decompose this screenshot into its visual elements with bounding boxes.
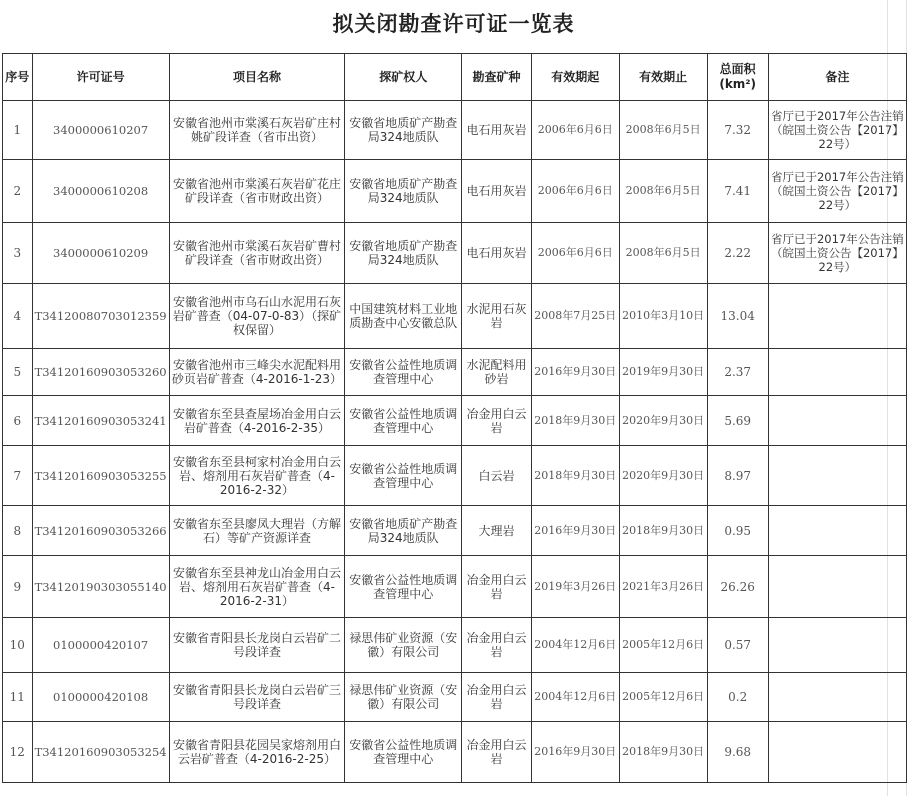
cell-no: 8 — [3, 506, 33, 556]
cell-note — [768, 618, 906, 673]
cell-note — [768, 556, 906, 618]
cell-mineral: 冶金用白云岩 — [462, 396, 532, 446]
cell-start-date: 2018年9月30日 — [531, 396, 619, 446]
cell-note — [768, 673, 906, 722]
cell-end-date: 2010年3月10日 — [619, 284, 707, 349]
cell-mineral: 冶金用白云岩 — [462, 673, 532, 722]
cell-area: 9.68 — [707, 722, 768, 783]
table-row — [3, 223, 907, 284]
table-row — [3, 722, 907, 783]
cell-license: 0100000420108 — [32, 673, 169, 722]
cell-project: 安徽省东至县神龙山冶金用白云岩、熔剂用石灰岩矿普查（4-2016-2-31） — [169, 556, 345, 618]
cell-mineral: 冶金用白云岩 — [462, 618, 532, 673]
cell-license: 3400000610209 — [32, 223, 169, 284]
cell-holder: 安徽省地质矿产勘查局324地质队 — [345, 223, 462, 284]
cell-end-date: 2019年9月30日 — [619, 349, 707, 396]
cell-holder: 安徽省公益性地质调查管理中心 — [345, 556, 462, 618]
cell-area: 7.32 — [707, 101, 768, 160]
cell-license: 3400000610208 — [32, 160, 169, 223]
cell-note: 省厅已于2017年公告注销（皖国土资公告【2017】22号） — [768, 101, 906, 160]
table-header-row — [3, 54, 907, 101]
header-holder: 探矿权人 — [345, 54, 462, 101]
cell-project: 安徽省池州市三峰尖水泥配料用砂页岩矿普查（4-2016-1-23） — [169, 349, 345, 396]
cell-holder: 安徽省公益性地质调查管理中心 — [345, 396, 462, 446]
cell-no: 5 — [3, 349, 33, 396]
cell-project: 安徽省青阳县长龙岗白云岩矿三号段详查 — [169, 673, 345, 722]
cell-mineral: 白云岩 — [462, 446, 532, 506]
cell-end-date: 2021年3月26日 — [619, 556, 707, 618]
cell-area: 0.2 — [707, 673, 768, 722]
cell-area: 8.97 — [707, 446, 768, 506]
cell-start-date: 2016年9月30日 — [531, 349, 619, 396]
cell-start-date: 2004年12月6日 — [531, 673, 619, 722]
header-license: 许可证号 — [32, 54, 169, 101]
cell-mineral: 冶金用白云岩 — [462, 556, 532, 618]
cell-holder: 中国建筑材料工业地质勘查中心安徽总队 — [345, 284, 462, 349]
header-no: 序号 — [3, 54, 33, 101]
table-row — [3, 349, 907, 396]
table-body — [3, 101, 907, 783]
cell-license: T34120080703012359 — [32, 284, 169, 349]
cell-end-date: 2020年9月30日 — [619, 446, 707, 506]
header-end: 有效期止 — [619, 54, 707, 101]
cell-area: 2.37 — [707, 349, 768, 396]
cell-holder: 禄思伟矿业资源（安徽）有限公司 — [345, 618, 462, 673]
cell-start-date: 2016年9月30日 — [531, 722, 619, 783]
table-row — [3, 673, 907, 722]
cell-project: 安徽省青阳县花园吴家熔剂用白云岩矿普查（4-2016-2-25） — [169, 722, 345, 783]
cell-license: T34120160903053260 — [32, 349, 169, 396]
cell-mineral: 大理岩 — [462, 506, 532, 556]
cell-no: 9 — [3, 556, 33, 618]
table-row — [3, 446, 907, 506]
cell-no: 10 — [3, 618, 33, 673]
header-area-unit: (km²) — [719, 77, 757, 91]
cell-area: 2.22 — [707, 223, 768, 284]
cell-license: T34120160903053255 — [32, 446, 169, 506]
cell-no: 12 — [3, 722, 33, 783]
cell-note: 省厅已于2017年公告注销（皖国土资公告【2017】22号） — [768, 223, 906, 284]
cell-note — [768, 446, 906, 506]
table-row — [3, 618, 907, 673]
cell-project: 安徽省池州市棠溪石灰岩矿庄村姚矿段详查（省市出资） — [169, 101, 345, 160]
cell-area: 7.41 — [707, 160, 768, 223]
cell-area: 26.26 — [707, 556, 768, 618]
cell-note — [768, 396, 906, 446]
header-note: 备注 — [768, 54, 906, 101]
page-title: 拟关闭勘查许可证一览表 — [332, 12, 575, 36]
cell-end-date: 2008年6月5日 — [619, 160, 707, 223]
table-row — [3, 284, 907, 349]
cell-project: 安徽省东至县廖凤大理岩（方解石）等矿产资源详查 — [169, 506, 345, 556]
header-area — [707, 54, 768, 101]
cell-license: 0100000420107 — [32, 618, 169, 673]
cell-area: 0.57 — [707, 618, 768, 673]
cell-no: 6 — [3, 396, 33, 446]
cell-license: 3400000610207 — [32, 101, 169, 160]
cell-end-date: 2018年9月30日 — [619, 722, 707, 783]
cell-start-date: 2006年6月6日 — [531, 223, 619, 284]
cell-holder: 安徽省地质矿产勘查局324地质队 — [345, 101, 462, 160]
cell-holder: 安徽省公益性地质调查管理中心 — [345, 349, 462, 396]
cell-end-date: 2008年6月5日 — [619, 101, 707, 160]
cell-mineral: 电石用灰岩 — [462, 223, 532, 284]
cell-license: T34120160903053241 — [32, 396, 169, 446]
cell-end-date: 2018年9月30日 — [619, 506, 707, 556]
header-mineral: 勘查矿种 — [462, 54, 532, 101]
cell-start-date: 2016年9月30日 — [531, 506, 619, 556]
cell-start-date: 2004年12月6日 — [531, 618, 619, 673]
cell-area: 13.04 — [707, 284, 768, 349]
cell-end-date: 2005年12月6日 — [619, 618, 707, 673]
cell-start-date: 2008年7月25日 — [531, 284, 619, 349]
cell-note — [768, 506, 906, 556]
cell-note — [768, 722, 906, 783]
table-row — [3, 396, 907, 446]
cell-project: 安徽省青阳县长龙岗白云岩矿二号段详查 — [169, 618, 345, 673]
cell-no: 1 — [3, 101, 33, 160]
table-row — [3, 556, 907, 618]
cell-holder: 安徽省公益性地质调查管理中心 — [345, 446, 462, 506]
cell-project: 安徽省东至县柯家村冶金用白云岩、熔剂用石灰岩矿普查（4-2016-2-32） — [169, 446, 345, 506]
cell-note: 省厅已于2017年公告注销（皖国土资公告【2017】22号） — [768, 160, 906, 223]
cell-holder: 禄思伟矿业资源（安徽）有限公司 — [345, 673, 462, 722]
cell-project: 安徽省池州市棠溪石灰岩矿曹村矿段详查（省市财政出资） — [169, 223, 345, 284]
license-table — [2, 53, 907, 783]
cell-holder: 安徽省地质矿产勘查局324地质队 — [345, 506, 462, 556]
cell-area: 5.69 — [707, 396, 768, 446]
cell-license: T34120160903053266 — [32, 506, 169, 556]
cell-project: 安徽省池州市乌石山水泥用石灰岩矿普查（04-07-0-83）（探矿权保留） — [169, 284, 345, 349]
cell-mineral: 水泥配料用砂岩 — [462, 349, 532, 396]
cell-start-date: 2019年3月26日 — [531, 556, 619, 618]
cell-mineral: 水泥用石灰岩 — [462, 284, 532, 349]
cell-mineral: 冶金用白云岩 — [462, 722, 532, 783]
cell-mineral: 电石用灰岩 — [462, 160, 532, 223]
cell-note — [768, 284, 906, 349]
cell-no: 7 — [3, 446, 33, 506]
header-project: 项目名称 — [169, 54, 345, 101]
cell-end-date: 2020年9月30日 — [619, 396, 707, 446]
table-row — [3, 101, 907, 160]
cell-start-date: 2018年9月30日 — [531, 446, 619, 506]
cell-end-date: 2005年12月6日 — [619, 673, 707, 722]
cell-license: T34120160903053254 — [32, 722, 169, 783]
table-row — [3, 160, 907, 223]
cell-end-date: 2008年6月5日 — [619, 223, 707, 284]
cell-mineral: 电石用灰岩 — [462, 101, 532, 160]
header-area-label: 总面积 — [719, 62, 756, 76]
cell-holder: 安徽省地质矿产勘查局324地质队 — [345, 160, 462, 223]
header-start: 有效期起 — [531, 54, 619, 101]
cell-start-date: 2006年6月6日 — [531, 160, 619, 223]
cell-area: 0.95 — [707, 506, 768, 556]
cell-no: 11 — [3, 673, 33, 722]
cell-holder: 安徽省公益性地质调查管理中心 — [345, 722, 462, 783]
cell-no: 3 — [3, 223, 33, 284]
cell-start-date: 2006年6月6日 — [531, 101, 619, 160]
cell-note — [768, 349, 906, 396]
cell-project: 安徽省东至县查屋场冶金用白云岩矿普查（4-2016-2-35） — [169, 396, 345, 446]
table-row — [3, 506, 907, 556]
cell-project: 安徽省池州市棠溪石灰岩矿花庄矿段详查（省市财政出资） — [169, 160, 345, 223]
cell-license: T34120190303055140 — [32, 556, 169, 618]
cell-no: 2 — [3, 160, 33, 223]
cell-no: 4 — [3, 284, 33, 349]
